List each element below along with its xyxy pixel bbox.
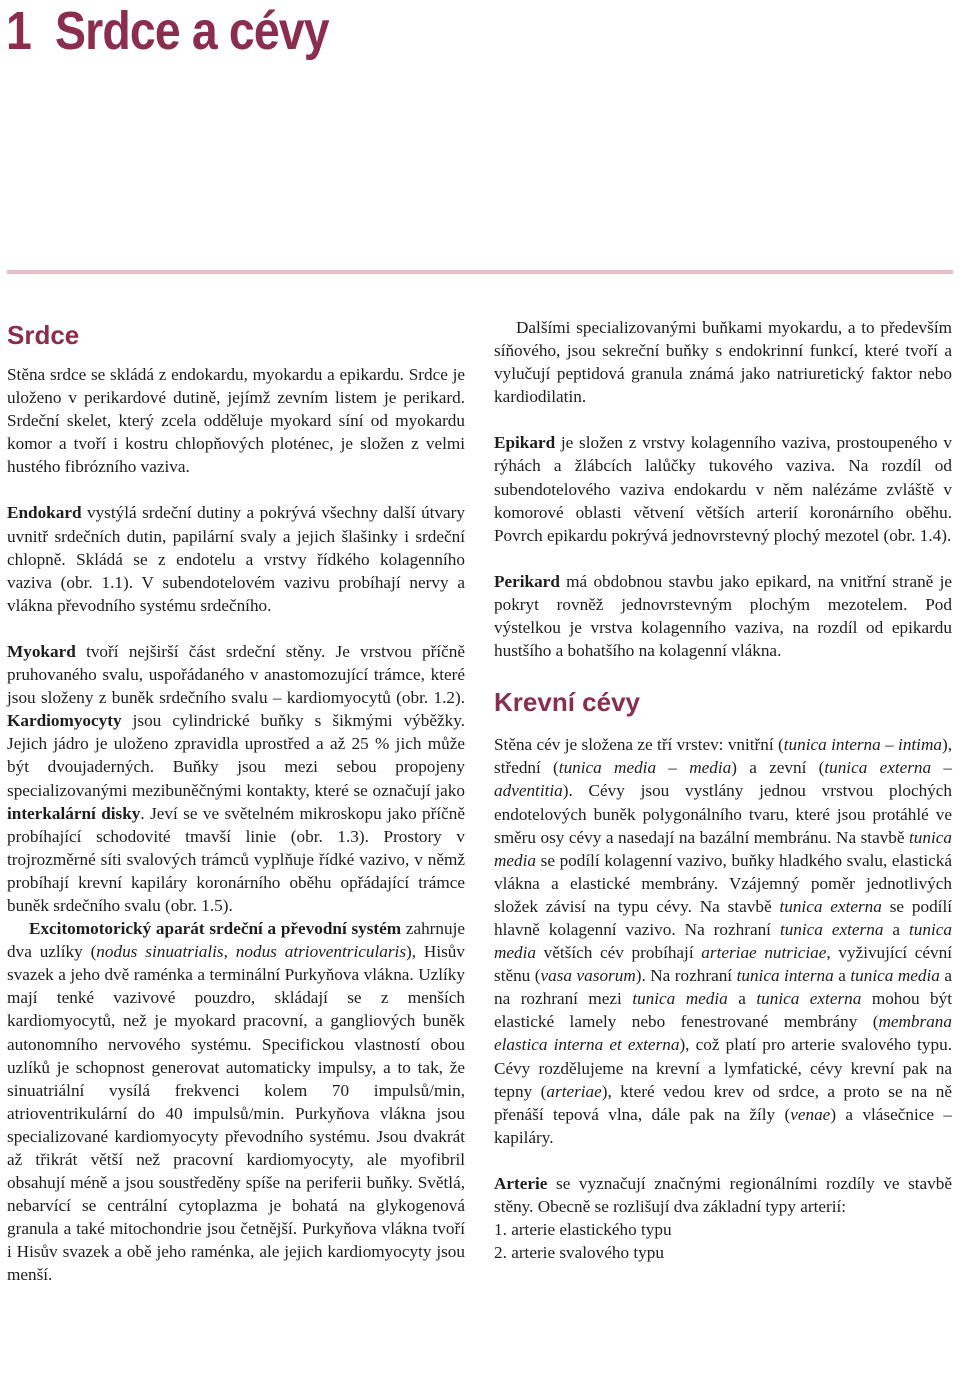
term-tunica-externa: tunica externa	[756, 989, 862, 1009]
paragraph-prevodni-system	[7, 917, 465, 1287]
paragraph-perikard	[494, 570, 952, 662]
term-arteriae-nutriciae: arteriae nutriciae	[701, 943, 827, 963]
term-nodus-atrioventricularis: nodus atrioventricularis	[235, 942, 407, 962]
text: tvoří nejširší část srdeční stěny. Je vrstvou příčně pruhovaného svalu, uspořádaného v anastomozující trámce, které jsou složeny z buněk srdečního svalu – kardiomyocytů (obr. 1.2).	[7, 641, 465, 708]
term-kardiomyocyty: Kardiomyocyty	[7, 711, 122, 731]
list-item: 1. arterie elastického typu	[494, 1220, 672, 1240]
text: Dalšími specializovanými buňkami myokardu, a to především síňového, jsou sekreční buňky s endokrinní funkcí, které tvoří a vylučují peptidová granula známá jako natriuretický faktor nebo kardiodilatin.	[494, 318, 952, 407]
text: a na rozhraní mezi	[494, 966, 952, 1009]
term-perikard: Perikard	[494, 571, 560, 591]
term-tunica-externa: tunica externa	[779, 919, 884, 939]
text: se vyznačují značnými regionálními rozdíly ve stavbě stěny. Obecně se rozlišují dva základní typy arterií:	[494, 1173, 952, 1216]
paragraph-arterie	[494, 1172, 952, 1218]
text: ), střední (	[494, 735, 952, 778]
arterie-type-list	[494, 1218, 952, 1264]
text: ). Na rozhraní	[635, 966, 737, 986]
header-divider	[7, 270, 953, 274]
text: ) a vlásečnice – kapiláry.	[494, 1104, 952, 1147]
section-heading-krevni-cevy: Krevní cévy	[494, 687, 640, 718]
text: má obdobnou stavbu jako epikard, na vnitřní straně je pokryt rovněž jednovrstevným plochým mezotelem. Pod výstelkou je vrstva kolagenního vaziva, na rozdíl od epikardu hustšího a bohatšího na kolagenní vlákna.	[494, 571, 952, 661]
text: jsou cylindrické buňky s šikmými výběžky. Jejich jádro je uloženo zpravidla uprostřed a až 25 % jich může být dvoujaderných. Buňky jsou mezi sebou propojeny specializovanými mezibuněčnými kontakty, které se označují jako	[7, 711, 465, 800]
term-arteriae: arteriae	[546, 1081, 602, 1101]
text: , vyživující cévní stěnu (	[494, 943, 952, 986]
paragraph-epikard	[494, 431, 952, 546]
term-tunica-externa: tunica externa – adventitia	[494, 758, 952, 801]
term-arterie: Arterie	[494, 1173, 548, 1193]
chapter-title-text: Srdce a cévy	[55, 1, 329, 61]
paragraph-myokard	[7, 640, 465, 917]
text: ) a zevní (	[731, 758, 825, 778]
text: ,	[223, 942, 236, 962]
list-item: 2. arterie svalového typu	[494, 1243, 664, 1263]
text: větších cév probíhají	[536, 943, 702, 963]
left-column	[7, 316, 465, 1287]
text: . Jeví se ve světelném mikroskopu jako příčně probíhající schodovité tmavší linie (obr. 1.3). Prostory v trojrozměrné síti svalových trámců vyplňuje řídké vazivo, v němž probíhají krevní kapiláry koronárního oběhu opřádající trámce buněk srdečního svalu (obr. 1.5).	[7, 803, 465, 915]
term-membrana-elastica: membrana elastica interna et externa	[494, 1012, 952, 1055]
section-heading-srdce: Srdce	[7, 320, 80, 350]
text: a	[727, 989, 757, 1009]
term-excitomotoricky-aparat: Excitomotorický aparát srdeční a převodní systém	[29, 919, 402, 939]
term-myokard: Myokard	[7, 641, 76, 661]
text: ), Hisův svazek a jeho dvě raménka a terminální Purkyňova vlákna. Uzlíky mají tenké vazivové pouzdro, skládají se z menších kardiomyocytů, než je myokard pracovní, a gangliových buněk autonomního nervového systému. Specifickou vlastností obou uzlíků je schopnost generovat automaticky impulsy, a to tak, že sinuatriální vysílá frekvenci kolem 70 impulsů/min, atrioventrikulární do 40 impulsů/min. Purkyňova vlákna jsou specializované kardiomyocyty převodního systému. Jsou dvakrát až třikrát větší než pracovní kardiomyocyty, ale myofibril obsahují méně a jsou soustředěny spíše na periferii buňky. Světlá, nebarvící se centrální cytoplazma je bohatá na glykogenová granula a také mitochondrie jsou četnější. Purkyňova vlákna tvoří i Hisův svazek a obě jeho raménka, ale jejich kardiomyocyty jsou menší.	[7, 942, 465, 1285]
paragraph-stena-cev	[494, 733, 952, 1149]
text: se podílí hlavně kolagenní vazivo. Na rozhraní	[494, 896, 952, 939]
term-tunica-interna: tunica interna	[736, 966, 834, 986]
paragraph-sekrecni-bunky	[494, 316, 952, 408]
text: a	[833, 966, 851, 986]
text: mohou být elastické lamely nebo fenestrované membrány (	[494, 989, 953, 1032]
term-tunica-media: tunica media	[632, 989, 728, 1009]
term-tunica-media: tunica media	[494, 827, 952, 870]
text: vystýlá srdeční dutiny a pokrývá všechny další útvary uvnitř srdečních dutin, papilární svaly a jejich šlašinky i srdeční chlopně. Skládá se z endotelu a vrstvy řídkého kolagenního vaziva (obr. 1.1). V subendotelovém vazivu probíhají nervy a vlákna převodního systému srdečního.	[7, 503, 465, 615]
text: ). Cévy jsou vystlány jednou vrstvou plochých endotelových buněk polygonálního tvaru, které jsou protáhlé ve směru osy cévy a nasedají na bazální membránu. Na stavbě	[494, 781, 952, 847]
right-column	[494, 316, 952, 1264]
term-tunica-media: tunica media	[850, 966, 940, 986]
term-epikard: Epikard	[494, 433, 556, 453]
term-venae: venae	[790, 1104, 831, 1124]
term-tunica-media: tunica media	[494, 919, 952, 963]
term-tunica-externa: tunica externa	[779, 896, 882, 916]
term-tunica-media: tunica media – media	[558, 758, 732, 778]
text: zahrnuje dva uzlíky (	[7, 919, 465, 962]
term-interkalarni-disky: interkalární disky	[7, 803, 141, 823]
term-endokard: Endokard	[7, 503, 82, 523]
chapter-title	[6, 0, 329, 66]
term-nodus-sinuatrialis: nodus sinuatrialis	[96, 942, 224, 962]
chapter-number: 1	[6, 1, 31, 61]
term-vasa-vasorum: vasa vasorum	[540, 966, 636, 986]
term-tunica-interna: tunica interna – intima	[783, 735, 942, 755]
text: Stěna srdce se skládá z endokardu, myokardu a epikardu. Srdce je uloženo v perikardové dutině, jejímž zevním listem je perikard. Srdeční skelet, který zcela odděluje myokard síní od myokardu komor a tvoří i kostru chlopňových ploténec, je složen z velmi hustého fibrózního vaziva.	[7, 365, 465, 477]
text: a	[883, 919, 910, 939]
paragraph-srdce-intro	[7, 363, 465, 478]
text: ), což platí pro arterie svalového typu. Cévy rozdělujeme na krevní a lymfatické, cévy krevní pak na tepny (	[494, 1035, 952, 1101]
text: Stěna cév je složena ze tří vrstev: vnitřní (	[494, 735, 784, 755]
text: se podílí kolagenní vazivo, buňky hladkého svalu, elastická vlákna a elastické membrány. Vzájemný poměr jednotlivých složek závisí na typu cévy. Na stavbě	[494, 850, 952, 916]
paragraph-endokard	[7, 501, 465, 616]
text: ), které vedou krev od srdce, a proto se na ně přenáší tepová vlna, dále pak na žíly (	[494, 1081, 952, 1124]
text: je složen z vrstvy kolagenního vaziva, prostoupeného v rýhách a žlábcích lalůčky tukového vaziva. Na rozdíl od subendotelového vaziva endokardu v něm nalézáme zvláště v komorové oblasti větvení větších arterií koronárního oběhu. Povrch epikardu pokrývá jednovrstevný plochý mezotel (obr. 1.4).	[494, 433, 952, 545]
